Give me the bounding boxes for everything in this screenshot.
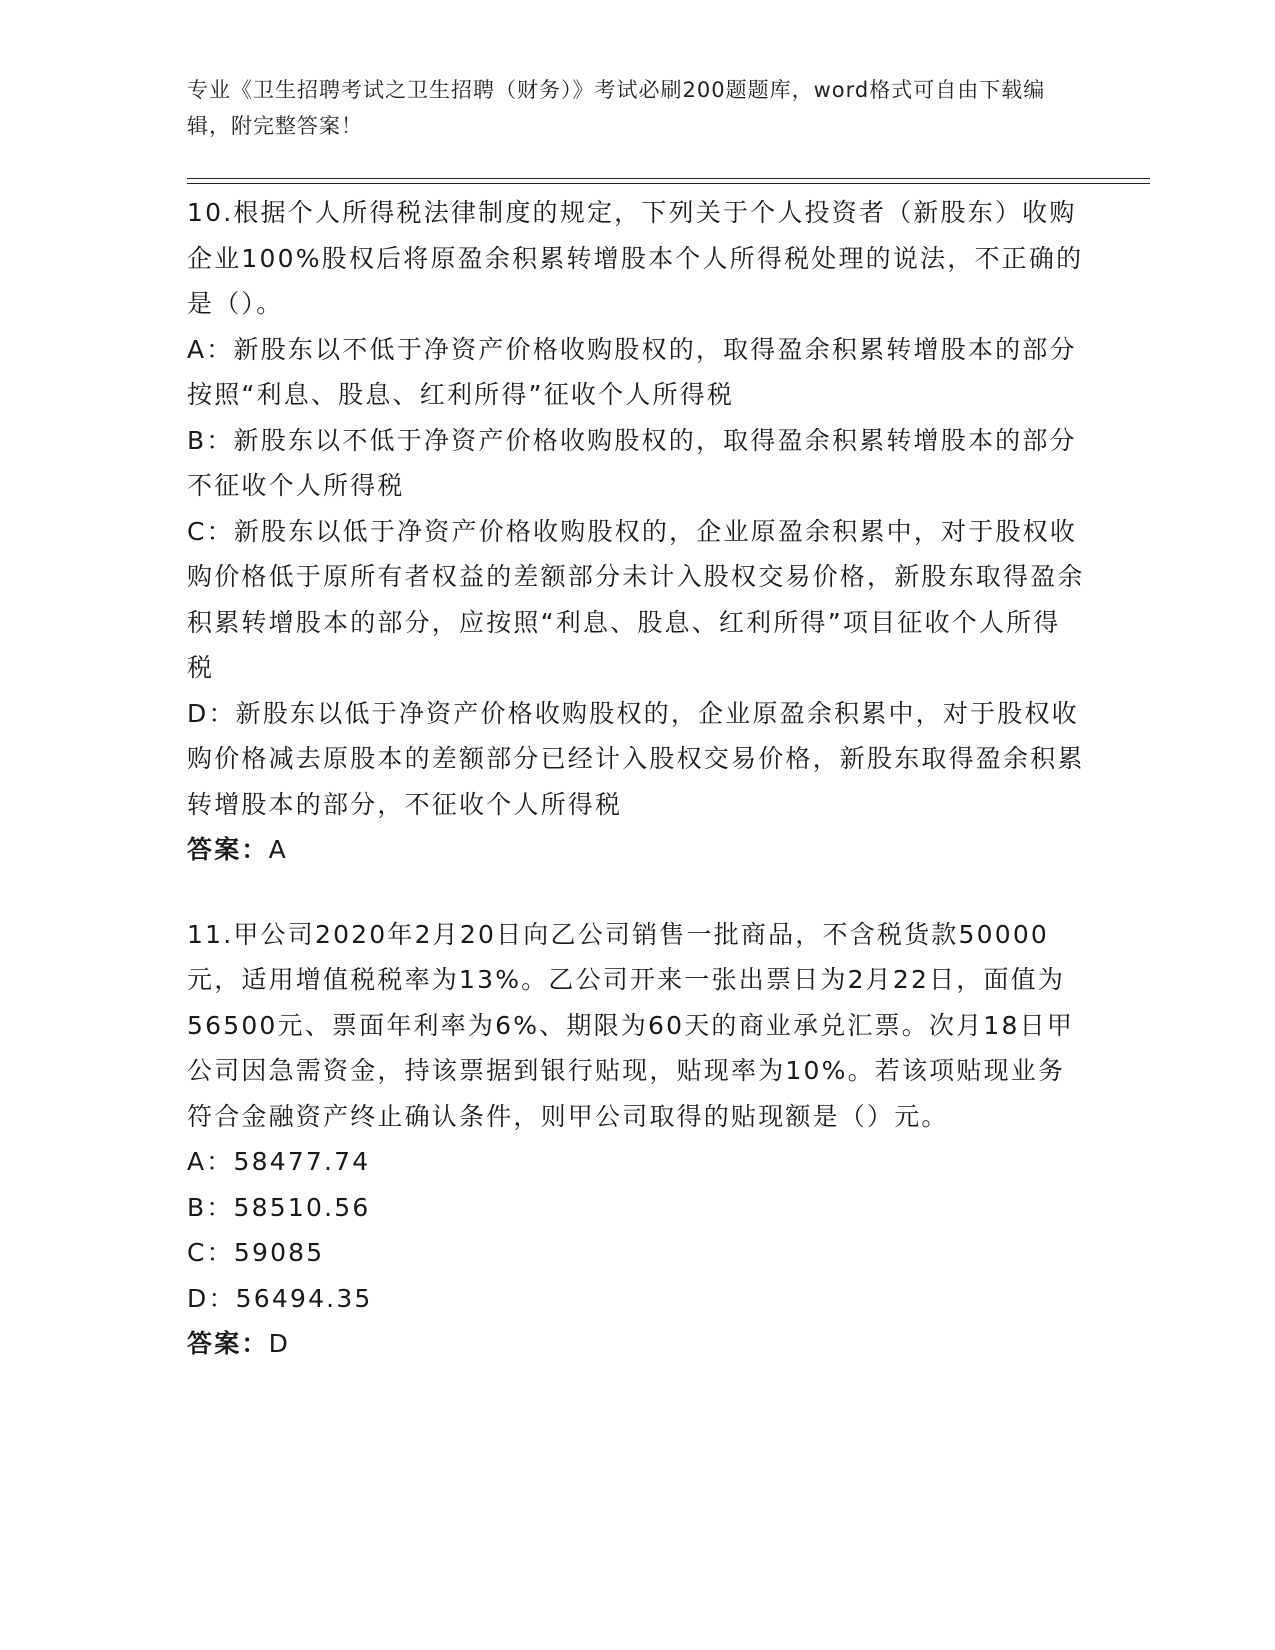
question-11	[187, 912, 1087, 1367]
answer-value: D	[268, 1329, 291, 1358]
option-b: B：新股东以不低于净资产价格收购股权的，取得盈余积累转增股本的部分不征收个人所得税	[187, 425, 1077, 500]
option-c: C：59085	[187, 1238, 325, 1267]
question-text: 11.甲公司2020年2月20日向乙公司销售一批商品，不含税货款50000元，适用增值税税率为13%。乙公司开来一张出票日为2月22日，面值为56500元、票面年利率为6%、期限为60天的商业承兑汇票。次月18日甲公司因急需资金，持该票据到银行贴现，贴现率为10%。若该项贴现业务符合金融资产终止确认条件，则甲公司取得的贴现额是（）元。	[187, 919, 1075, 1131]
answer-value: A	[268, 835, 288, 864]
answer-label: 答案：	[187, 835, 269, 864]
document-body	[187, 190, 1087, 1367]
option-c: C：新股东以低于净资产价格收购股权的，企业原盈余积累中，对于股权收购价格低于原所有者权益的差额部分未计入股权交易价格，新股东取得盈余积累转增股本的部分，应按照“利息、股息、红利所得”项目征收个人所得税	[187, 516, 1085, 682]
option-a: A：58477.74	[187, 1147, 371, 1176]
answer-label: 答案：	[187, 1329, 269, 1358]
option-d: D：56494.35	[187, 1283, 373, 1313]
answer	[187, 1321, 1087, 1367]
question-text: 10.根据个人所得税法律制度的规定，下列关于个人投资者（新股东）收购企业100%股权后将原盈余积累转增股本个人所得税处理的说法，不正确的是（）。	[187, 198, 1084, 318]
option-b: B：58510.56	[187, 1192, 371, 1222]
header-divider	[187, 178, 1150, 179]
header-divider-secondary	[187, 183, 1150, 184]
question-10	[187, 190, 1087, 873]
option-d: D：新股东以低于净资产价格收购股权的，企业原盈余积累中，对于股权收购价格减去原股本的差额部分已经计入股权交易价格，新股东取得盈余积累转增股本的部分，不征收个人所得税	[187, 698, 1085, 819]
page-header: 专业《卫生招聘考试之卫生招聘（财务）》考试必刷200题题库，word格式可自由下载编辑，附完整答案！	[187, 78, 1046, 138]
answer	[187, 827, 1087, 873]
option-a: A：新股东以不低于净资产价格收购股权的，取得盈余积累转增股本的部分按照“利息、股息、红利所得”征收个人所得税	[187, 334, 1077, 409]
